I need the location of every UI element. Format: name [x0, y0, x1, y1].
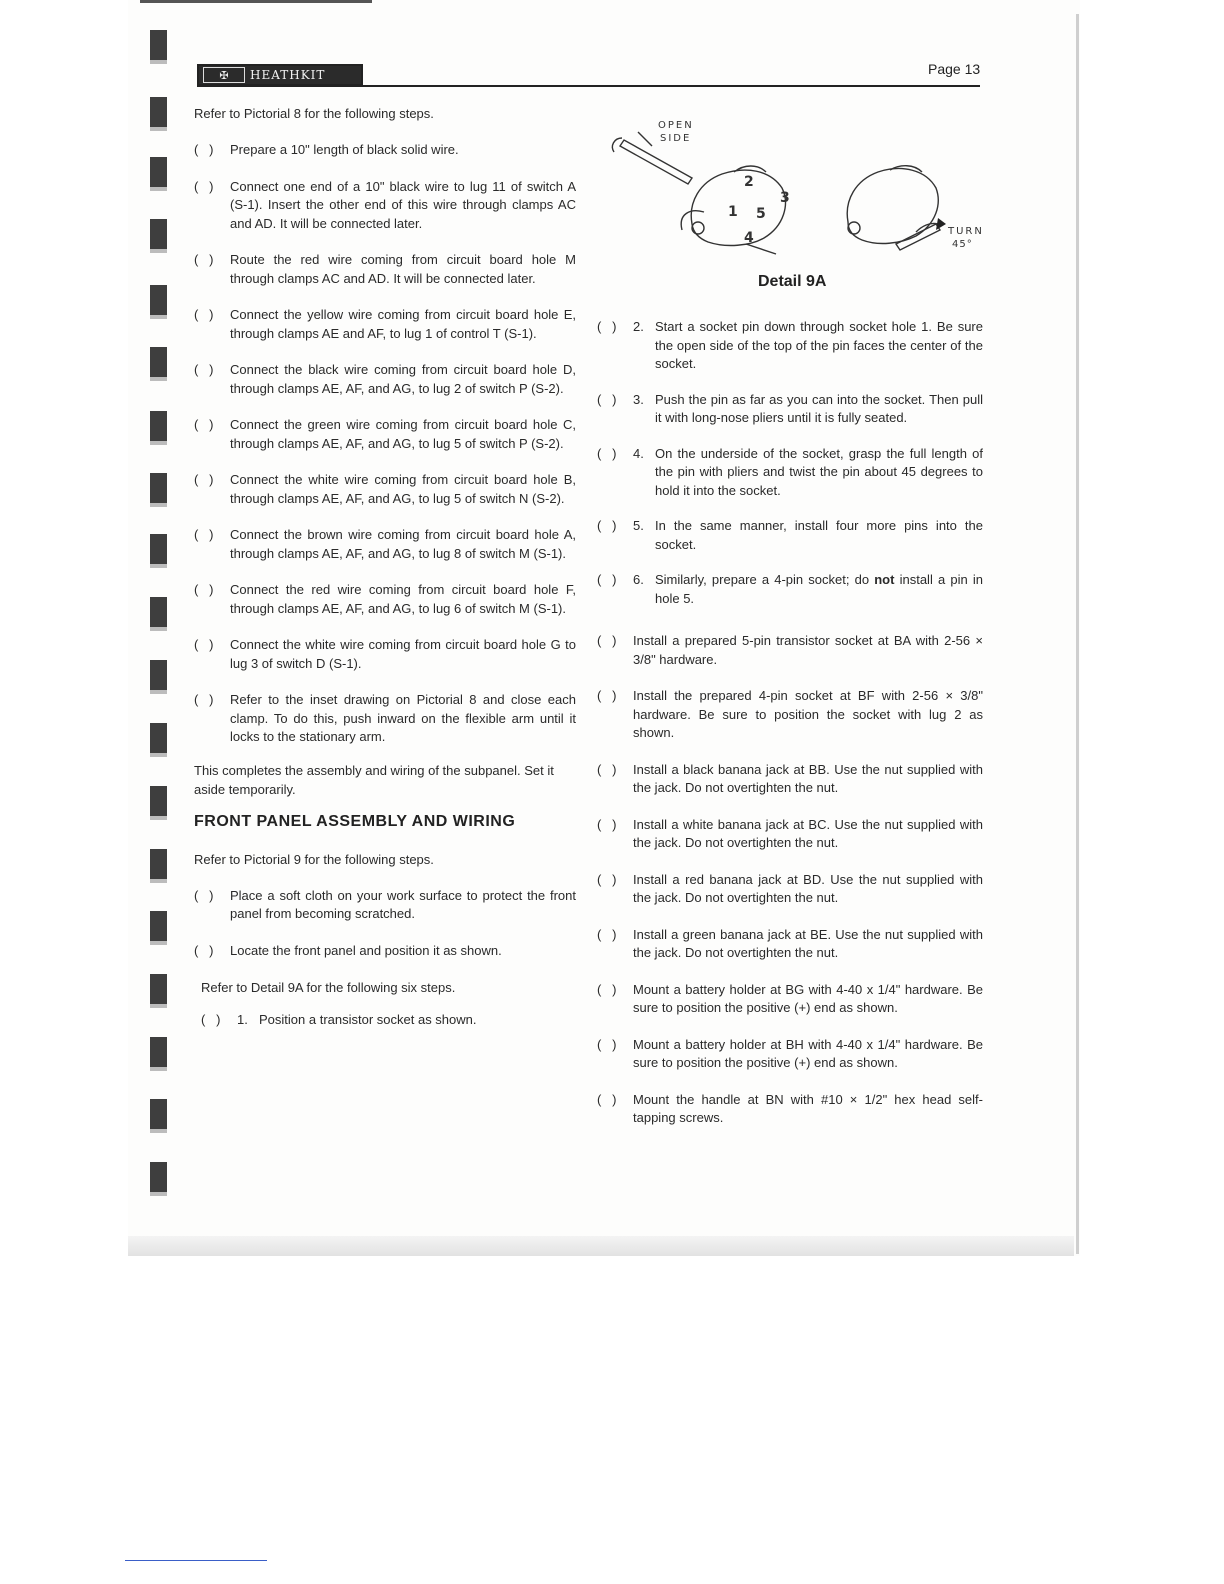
pin-label: 4 [744, 230, 754, 246]
binding-hole [150, 1162, 167, 1192]
section-heading: FRONT PANEL ASSEMBLY AND WIRING [194, 812, 516, 830]
step-number: 4. [633, 445, 644, 461]
checkbox[interactable]: ( ) [597, 319, 617, 334]
mount-hole [848, 222, 860, 234]
checkbox[interactable]: ( ) [194, 417, 214, 432]
socket-outline-left [691, 170, 785, 245]
checkbox[interactable]: ( ) [597, 688, 617, 703]
list-item [597, 571, 983, 608]
list-item [597, 871, 983, 908]
binding-hole [150, 219, 167, 249]
step-text [655, 571, 983, 608]
intro-detail-9a: Refer to Detail 9A for the following six steps. [201, 980, 456, 995]
checkbox[interactable]: ( ) [194, 637, 214, 652]
step-text: Install a red banana jack at BD. Use the nut supplied with the jack. Do not overtighten the nut. [633, 871, 983, 905]
checkbox[interactable]: ( ) [597, 871, 617, 887]
list-item [194, 887, 576, 924]
step-text: Mount a battery holder at BG with 4-40 x 1/4" hardware. Be sure to position the positive (+) end as shown. [633, 981, 983, 1015]
list-item [194, 416, 576, 453]
step-text: Connect the brown wire coming from circuit board hole A, through clamps AE, AF, and AG, to lug 8 of switch M (S-1). [230, 527, 576, 561]
step-text: Install a black banana jack at BB. Use the nut supplied with the jack. Do not overtighten the nut. [633, 761, 983, 795]
list-item [597, 445, 983, 501]
checkbox[interactable]: ( ) [597, 633, 617, 648]
list-item [597, 517, 983, 554]
step-text: Install the prepared 4-pin socket at BF with 2-56 × 3/8" hardware. Be sure to position the socket with lug 2 as shown. [633, 688, 983, 740]
checkbox[interactable]: ( ) [194, 527, 214, 542]
step-text: Install a prepared 5-pin transistor socket at BA with 2-56 × 3/8" hardware. [633, 633, 983, 667]
binding-hole [150, 1099, 167, 1129]
angle-label: 45° [952, 239, 973, 250]
step-list-hardware [597, 632, 983, 1128]
open-label: OPEN [658, 120, 694, 131]
checkbox[interactable]: ( ) [597, 445, 617, 461]
footer-underline [125, 1560, 267, 1561]
binding-hole [150, 411, 167, 441]
leader-line-left [638, 132, 652, 146]
list-item [597, 926, 983, 963]
step-text: Install a white banana jack at BC. Use the nut supplied with the jack. Do not overtighten the nut. [633, 816, 983, 850]
scan-edge-line [140, 0, 372, 3]
checkbox[interactable]: ( ) [597, 1091, 617, 1107]
pin-label: 1 [728, 204, 738, 220]
step-text-part: install a pin in hole 5. [655, 572, 983, 606]
completion-note: This completes the assembly and wiring of the subpanel. Set it aside temporarily. [194, 762, 554, 797]
checkbox[interactable]: ( ) [597, 761, 617, 777]
turn-label: TURN [948, 226, 984, 237]
checkbox[interactable]: ( ) [597, 1036, 617, 1052]
step-text: Prepare a 10" length of black solid wire. [230, 142, 459, 157]
binding-hole [150, 723, 167, 753]
list-item [194, 471, 576, 508]
numbered-step-list [597, 318, 983, 608]
checkbox[interactable]: ( ) [597, 926, 617, 942]
checkbox[interactable]: ( ) [194, 142, 214, 157]
pin-label: 2 [744, 174, 754, 190]
list-item [194, 581, 576, 618]
binding-hole [150, 786, 167, 816]
checkbox[interactable]: ( ) [194, 252, 214, 267]
step-text: Route the red wire coming from circuit board hole M through clamps AC and AD. It will be connected later. [230, 252, 576, 286]
step-text: Mount the handle at BN with #10 × 1/2" hex head self-tapping screws. [633, 1091, 983, 1125]
mount-hole [692, 222, 704, 234]
detail-9a-figure [600, 112, 986, 268]
pin-label: 3 [780, 190, 790, 206]
step-text: In the same manner, install four more pins into the socket. [655, 518, 983, 552]
intro-pictorial-8: Refer to Pictorial 8 for the following steps. [194, 106, 434, 121]
pliers-right [896, 224, 940, 250]
logo-emblem-icon: ✠ [203, 67, 245, 83]
step-number: 2. [633, 319, 644, 334]
checkbox[interactable]: ( ) [194, 178, 214, 194]
step-text: On the underside of the socket, grasp the full length of the pin with pliers and twist the pin about 45 degrees to hold it into the socket. [655, 445, 983, 498]
header-rule [197, 85, 980, 87]
step-text: Push the pin as far as you can into the socket. Then pull it with long-nose pliers until it is fully seated. [655, 391, 983, 425]
step-text: Connect the red wire coming from circuit board hole F, through clamps AE, AF, and AG, to lug 6 of switch M (S-1). [230, 582, 576, 616]
binding-hole [150, 534, 167, 564]
step-text: Connect the yellow wire coming from circuit board hole E, through clamps AE and AF, to lug 1 of control T (S-1). [230, 307, 576, 341]
list-item [201, 1011, 576, 1030]
checkbox[interactable]: ( ) [194, 362, 214, 377]
step-text-part: Similarly, prepare a 4-pin socket; do [655, 572, 875, 587]
step-text: Install a green banana jack at BE. Use the nut supplied with the jack. Do not overtighten the nut. [633, 926, 983, 960]
list-item [597, 687, 983, 743]
list-item [597, 318, 983, 374]
binding-hole [150, 347, 167, 377]
checkbox[interactable]: ( ) [597, 518, 617, 533]
binding-hole [150, 911, 167, 941]
page-bottom-shadow [128, 1236, 1074, 1256]
list-item [194, 691, 576, 747]
step-text-emphasis: not [874, 572, 895, 587]
step-text: Refer to the inset drawing on Pictorial 8 and close each clamp. To do this, push inward on the flexible arm until it locks to the stationary arm. [230, 692, 576, 744]
pin-label: 5 [756, 206, 766, 222]
logo-text: HEATHKIT [250, 68, 326, 82]
step-text: Connect the green wire coming from circuit board hole C, through clamps AE, AF, and AG, to lug 5 of switch P (S-2). [230, 417, 576, 451]
checkbox[interactable]: ( ) [201, 1012, 221, 1027]
socket-key [734, 166, 766, 172]
list-item [597, 391, 983, 428]
list-item [194, 306, 576, 343]
socket-pin-left [620, 140, 692, 184]
list-item [597, 1036, 983, 1073]
step-text: Connect the black wire coming from circuit board hole D, through clamps AE, AF, and AG, to lug 2 of switch P (S-2). [230, 362, 576, 396]
step-text: Place a soft cloth on your work surface to protect the front panel from becoming scratched. [230, 887, 576, 921]
detail-title: Detail 9A [758, 273, 827, 290]
binding-hole [150, 30, 167, 60]
list-item [194, 942, 576, 961]
side-label: SIDE [660, 133, 692, 144]
binding-hole [150, 660, 167, 690]
list-item [194, 636, 576, 673]
step-text: Start a socket pin down through socket hole 1. Be sure the open side of the top of the pin faces the center of the socket. [655, 319, 983, 371]
socket-outline-right [847, 169, 938, 244]
list-item [194, 526, 576, 563]
binding-hole [150, 157, 167, 187]
intro-pictorial-9: Refer to Pictorial 9 for the following steps. [194, 851, 434, 867]
step-text: Locate the front panel and position it as shown. [230, 942, 502, 958]
step-number: 6. [633, 572, 644, 587]
list-item [194, 251, 576, 288]
binding-hole [150, 473, 167, 503]
checkbox[interactable]: ( ) [597, 572, 617, 587]
step-text: Position a transistor socket as shown. [259, 1012, 477, 1027]
step-text: Mount a battery holder at BH with 4-40 x 1/4" hardware. Be sure to position the positive (+) end as shown. [633, 1036, 983, 1070]
step-list-front-panel [194, 887, 576, 961]
list-item [194, 141, 576, 160]
step-number: 5. [633, 518, 644, 533]
checkbox[interactable]: ( ) [597, 391, 617, 407]
list-item [597, 761, 983, 798]
page-right-edge [1076, 14, 1079, 1254]
checkbox[interactable]: ( ) [194, 887, 214, 903]
binding-hole [150, 285, 167, 315]
list-item [597, 1091, 983, 1128]
checkbox[interactable]: ( ) [194, 692, 214, 707]
heathkit-logo [197, 64, 363, 86]
list-item [194, 178, 576, 234]
checkbox[interactable]: ( ) [597, 816, 617, 832]
step-text: Connect the white wire coming from circuit board hole B, through clamps AE, AF, and AG, to lug 5 of switch N (S-2). [230, 472, 576, 506]
binding-hole [150, 974, 167, 1004]
list-item [194, 361, 576, 398]
checkbox[interactable]: ( ) [194, 582, 214, 597]
step-list-subpanel [194, 141, 576, 747]
binding-hole [150, 1037, 167, 1067]
left-column [194, 104, 576, 1030]
checkbox[interactable]: ( ) [194, 942, 214, 958]
page-number: Page 13 [928, 61, 981, 77]
checkbox[interactable]: ( ) [194, 472, 214, 487]
binding-hole [150, 597, 167, 627]
checkbox[interactable]: ( ) [597, 981, 617, 997]
binding-hole [150, 849, 167, 879]
list-item [597, 632, 983, 669]
turn-arrowhead-icon [936, 218, 946, 230]
binding-hole [150, 97, 167, 127]
step-text: Connect one end of a 10" black wire to lug 11 of switch A (S-1). Insert the other end of this wire through clamps AC and AD. It will be connected later. [230, 178, 576, 231]
step-number: 1. [237, 1012, 248, 1027]
checkbox[interactable]: ( ) [194, 307, 214, 322]
list-item [597, 816, 983, 853]
list-item [597, 981, 983, 1018]
step-number: 3. [633, 391, 644, 407]
step-text: Connect the white wire coming from circuit board hole G to lug 3 of switch D (S-1). [230, 637, 576, 671]
right-column [597, 318, 983, 1128]
